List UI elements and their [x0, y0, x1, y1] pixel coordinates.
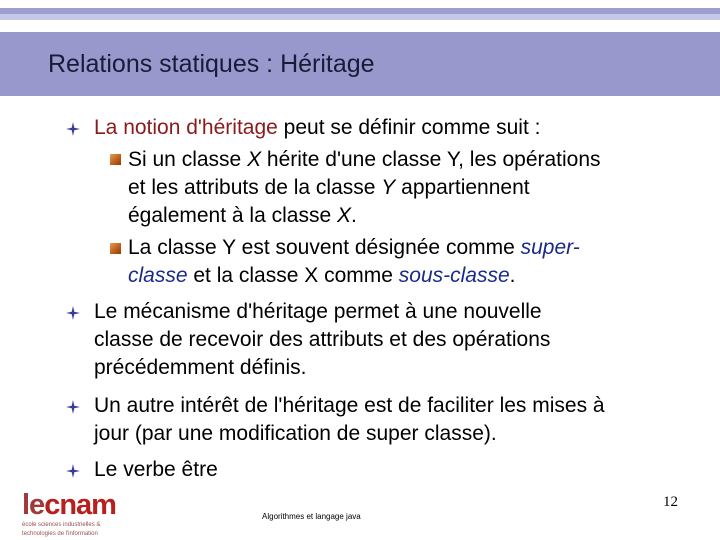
logo-le: le: [22, 489, 45, 521]
text: hérite d'une classe Y, les opérations: [261, 148, 601, 171]
bullet-2-line-3: précédemment définis.: [94, 356, 307, 379]
heritage-highlight: La notion d'héritage: [94, 116, 278, 139]
bullet-1-text: peut se définir comme suit :: [277, 116, 541, 139]
diamond-bullet-icon: [66, 306, 80, 320]
super-term: super-: [520, 236, 580, 259]
logo-subtitle-2: technologies de l'information: [22, 531, 98, 537]
sub-bullet-1-line-1: [128, 146, 601, 174]
bullet-2-line-2: classe de recevoir des attributs et des opérations: [94, 328, 551, 351]
class-y: Y: [381, 176, 396, 199]
sub-bullet-1-line-2: [128, 174, 530, 202]
top-strip: [0, 0, 720, 8]
class-x: X: [247, 148, 262, 171]
logo-subtitle-1: école sciences industrielles &: [22, 522, 101, 528]
text: et la classe X comme: [187, 264, 399, 287]
slide-title: Relations statiques : Héritage: [48, 50, 375, 78]
square-bullet-icon: [110, 243, 121, 254]
text: Si un classe: [128, 148, 248, 171]
text: et les attributs de la classe: [128, 176, 382, 199]
bullet-2-line-1: Le mécanisme d'héritage permet à une nouvelle: [94, 300, 542, 323]
diamond-bullet-icon: [66, 122, 80, 136]
bullet-1: [94, 114, 540, 142]
bullet-3-line-1: Un autre intérêt de l'héritage est de faciliter les mises à: [94, 394, 605, 417]
sub-bullet-1-line-3: [128, 202, 357, 230]
cnam-logo: [22, 490, 116, 538]
top-decor-line-light: [0, 14, 720, 20]
super-term: classe: [128, 264, 188, 287]
square-bullet-icon: [110, 154, 121, 165]
bullet-4-line-1: Le verbe être: [94, 458, 218, 481]
footer-course: Algorithmes et langage java: [262, 512, 361, 521]
logo-cnam: cnam: [44, 489, 116, 521]
sub-bullet-2-line-1: [128, 234, 580, 262]
sub-term: sous-classe: [398, 264, 510, 287]
text: également à la classe: [128, 204, 337, 227]
class-x: X: [336, 204, 351, 227]
page-number: 12: [663, 494, 678, 510]
text: .: [350, 204, 357, 227]
diamond-bullet-icon: [66, 400, 80, 414]
sub-bullet-2-line-2: [128, 262, 516, 290]
text: appartiennent: [395, 176, 530, 199]
logo-wordmark: [22, 490, 116, 520]
bullet-3-line-2: jour (par une modification de super classe).: [94, 422, 497, 445]
diamond-bullet-icon: [66, 464, 80, 478]
text: La classe Y est souvent désignée comme: [128, 236, 521, 259]
text: .: [509, 264, 516, 287]
